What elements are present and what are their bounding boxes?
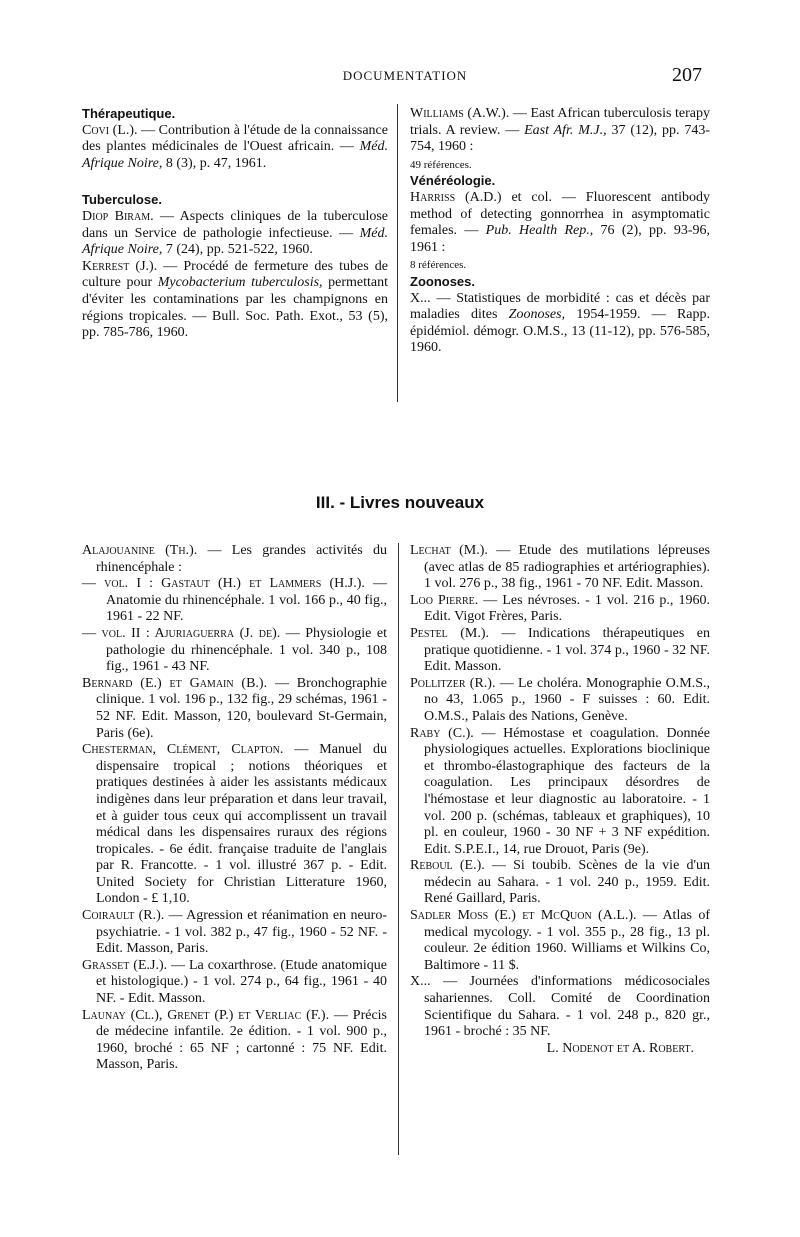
book-text: — Les grandes activités du rhinencéphale : (96, 543, 387, 575)
bibliography-entry (410, 106, 710, 173)
entry-text: et col. — Fluorescent antibody method of detecting gonnorrhea in asymptomatic females. — (410, 189, 710, 239)
book-text: — Anatomie du rhinencéphale. 1 vol. 166 p., 40 fig., 1961 - 22 NF. (106, 576, 387, 625)
entry-tail: 8 (3), p. 47, 1961. (162, 155, 267, 171)
column-divider-bottom (398, 543, 399, 1155)
running-head (0, 64, 800, 88)
signature-text: L. Nodenot et A. Robert. (546, 1040, 694, 1056)
book-entry (82, 543, 387, 576)
book-author: Chesterman, Clément, Clapton. (82, 742, 284, 758)
entry-tail: 37 (12), pp. 743-754, 1960 : (410, 122, 710, 155)
book-text: — Journées d'informations médicosociales sahariennes. Coll. Comité de Coordination Scientifique du Sahara. - 1 vol. 248 p., 820 gr., 1961 - broché : 35 NF. (424, 974, 710, 1040)
book-entry (82, 742, 387, 908)
entry-source: Mycobacterium tuberculosis, (157, 275, 323, 291)
book-author: — vol. I : Gastaut (H.) et Lammers (H.J.). (82, 576, 365, 592)
book-entry (82, 958, 387, 1008)
top-left-column (82, 106, 388, 342)
book-entry (82, 1008, 387, 1074)
books-right-column (410, 543, 710, 1057)
book-text: — Les névroses. - 1 vol. 216 p., 1960. Edit. Vigot Frères, Paris. (424, 592, 710, 625)
book-author: Grasset (E.J.). (82, 957, 168, 973)
book-text: — Etude des mutilations lépreuses (avec atlas de 85 radiographies et artériographies). 1 vol. 276 p., 38 fig., 1961 - 70 NF. Edit. Masson. (424, 543, 710, 592)
book-entry (410, 626, 710, 676)
entry-author: Covi (L.). (82, 122, 138, 138)
book-entry (82, 576, 387, 626)
book-entry (410, 726, 710, 859)
book-author: Coirault (R.). (82, 908, 165, 924)
book-author: Bernard (E.) et Gamain (B.). (82, 675, 268, 691)
book-text: — La coxarthrose. (Etude anatomique et histologique.) - 1 vol. 274 p., 64 fig., 1961 - 40 NF. - Edit. Masson. (96, 957, 387, 1007)
entry-references: 49 références. (410, 158, 472, 171)
bibliography-entry (82, 209, 388, 259)
bibliography-entry (410, 190, 710, 274)
bibliography-entry (82, 123, 388, 173)
signature (410, 1041, 710, 1058)
book-text: — Atlas of medical mycology. - 1 vol. 355 p., 28 fig., 13 pl. couleur. 2e édition 1960. Williams et Wilkins Co, Baltimore - 11 $. (424, 908, 710, 973)
book-author: Lechat (M.). (410, 543, 488, 558)
book-text: — Manuel du dispensaire tropical ; notions théoriques et pratiques destinées à aider les assistants médicaux indigènes dans leur préparation et dans leur travail, et à guider tous ceux qui accomplissent un travail médical dans les dispensaires ruraux des régions tropicales. - 6e édit. française traduite de l'anglais par R. Francotte. - 1 vol. illustré 367 p. - Edit. United Society for Christian Litterature 1960, London - £ 1,10. (96, 742, 388, 907)
book-text: — Agression et réanimation en neuro-psychiatrie. - 1 vol. 382 p., 47 fig., 1960 - 52 NF. - Edit. Masson, Paris. (96, 908, 387, 957)
book-entry (82, 626, 387, 676)
section-heading-venereologie: Vénéréologie. (410, 173, 496, 189)
bibliography-entry (82, 259, 388, 342)
book-entry (410, 676, 710, 726)
book-text: — Bronchographie clinique. 1 vol. 196 p., 132 fig., 29 schémas, 1961 - 52 NF. Edit. Masson, 120, boulevard St-Germain, Paris (6e). (96, 675, 388, 741)
entry-references: 8 références. (410, 259, 467, 272)
bibliography-entry (410, 291, 710, 357)
book-author: Alajouanine (Th.). (82, 543, 198, 558)
book-entry (82, 908, 387, 958)
book-author: Loo Pierre. (410, 592, 479, 608)
book-entry (410, 908, 710, 974)
books-right-list (410, 543, 710, 1041)
book-text: — Physiologie et pathologie du rhinencéphale. 1 vol. 340 p., 108 fig., 1961 - 43 NF. (106, 625, 387, 675)
book-author: Raby (C.). (410, 725, 474, 741)
entry-source: Zoonoses, (508, 307, 566, 323)
entry-text: — East African tuberculosis terapy trials. A review. — (410, 106, 711, 138)
entry-text: — Procédé de fermeture des tubes de culture pour (82, 258, 388, 291)
books-left-column (82, 543, 387, 1074)
entry-author: Harriss (A.D.) (410, 189, 502, 205)
page-number: 207 (672, 64, 702, 86)
entry-tail: 7 (24), pp. 521-522, 1960. (162, 242, 313, 258)
book-entry (410, 974, 710, 1040)
book-author: Sadler Moss (E.) et McQuon (A.L.). (410, 908, 637, 924)
book-author: X... (410, 974, 431, 990)
book-author: Reboul (E.). (410, 858, 485, 874)
book-entry (410, 593, 710, 626)
entry-author: Diop Biram. (82, 208, 154, 224)
entry-text: — Statistiques de morbidité : cas et décès par maladies dites (410, 290, 710, 323)
book-text: — Le choléra. Monographie O.M.S., no 43, 1.065 p., 1960 - F suisses : 60. Edit. O.M.S., Palais des Nations, Genève. (424, 675, 711, 724)
book-author: Launay (Cl.), Grenet (P.) et Verliac (F.). (82, 1007, 330, 1023)
entry-author: Kerrest (J.). (82, 258, 158, 274)
entry-tail: 76 (2), pp. 93-96, 1961 : (410, 223, 710, 255)
book-text: — Précis de médecine infantile. 2e édition. - 1 vol. 900 p., 1960, broché : 65 NF ; cartonné : 75 NF. Edit. Masson, Paris. (96, 1007, 387, 1073)
book-text: — Hémostase et coagulation. Donnée physiologiques actuelles. Explorations bioclinique et thrombo-élastographique des facteurs de la coagulation. Les principaux désordres de l'hémostase et leur diagnostic au laboratoire. - 1 vol. 200 p. (schémas, tableaux et graphiques), 10 pl. en couleur, 1960 - 30 NF + 3 NF expédition. Edit. S.P.E.I., 14, rue Drouot, Paris (9e). (424, 725, 710, 857)
book-author: Pollitzer (R.). (410, 675, 496, 691)
entry-author: Williams (A.W.). (410, 106, 510, 121)
section-heading-zoonoses: Zoonoses. (410, 273, 476, 289)
section-heading-tuberculose: Tuberculose. (82, 192, 162, 208)
entry-tail: permettant d'éviter les contaminations par les champignons en régions tropicales. — Bull. Soc. Path. Exot., 53 (5), pp. 785-786, 1960. (82, 275, 388, 341)
entry-source: Méd. Afrique Noire, (82, 139, 388, 171)
book-text: — Indications thérapeutiques en pratique quotidienne. - 1 vol. 374 p., 1960 - 32 NF. Edit. Masson. (424, 625, 710, 675)
entry-source: East Afr. M.J., (524, 122, 607, 138)
top-right-column (410, 106, 710, 357)
column-divider-top (397, 104, 398, 402)
book-entry (410, 858, 710, 908)
section-title-livres-nouveaux: III. - Livres nouveaux (315, 493, 485, 512)
book-author: — vol. II : Ajuriaguerra (J. de). (82, 625, 281, 641)
entry-tail: 1954-1959. — Rapp. épidémiol. démogr. O.M.S., 13 (11-12), pp. 576-585, 1960. (410, 307, 710, 356)
entry-text: — Aspects cliniques de la tuberculose dans un Service de pathologie infectieuse. — (82, 208, 388, 241)
book-entry (82, 676, 387, 742)
book-author: Pestel (M.). (410, 625, 490, 641)
book-text: — Si toubib. Scènes de la vie d'un médecin au Sahara. - 1 vol. 240 p., 1959. Edit. René Gaillard, Paris. (424, 858, 710, 907)
running-head-title: DOCUMENTATION (342, 68, 468, 83)
book-entry (410, 543, 710, 593)
entry-source: Méd. Afrique Noire, (82, 225, 388, 258)
entry-text: — Contribution à l'étude de la connaissance des plantes médicinales de l'Ouest africain. — (82, 122, 388, 155)
entry-author: X... (410, 290, 431, 306)
section-heading-therapeutique: Thérapeutique. (82, 106, 176, 121)
entry-source: Pub. Health Rep., (485, 223, 594, 239)
